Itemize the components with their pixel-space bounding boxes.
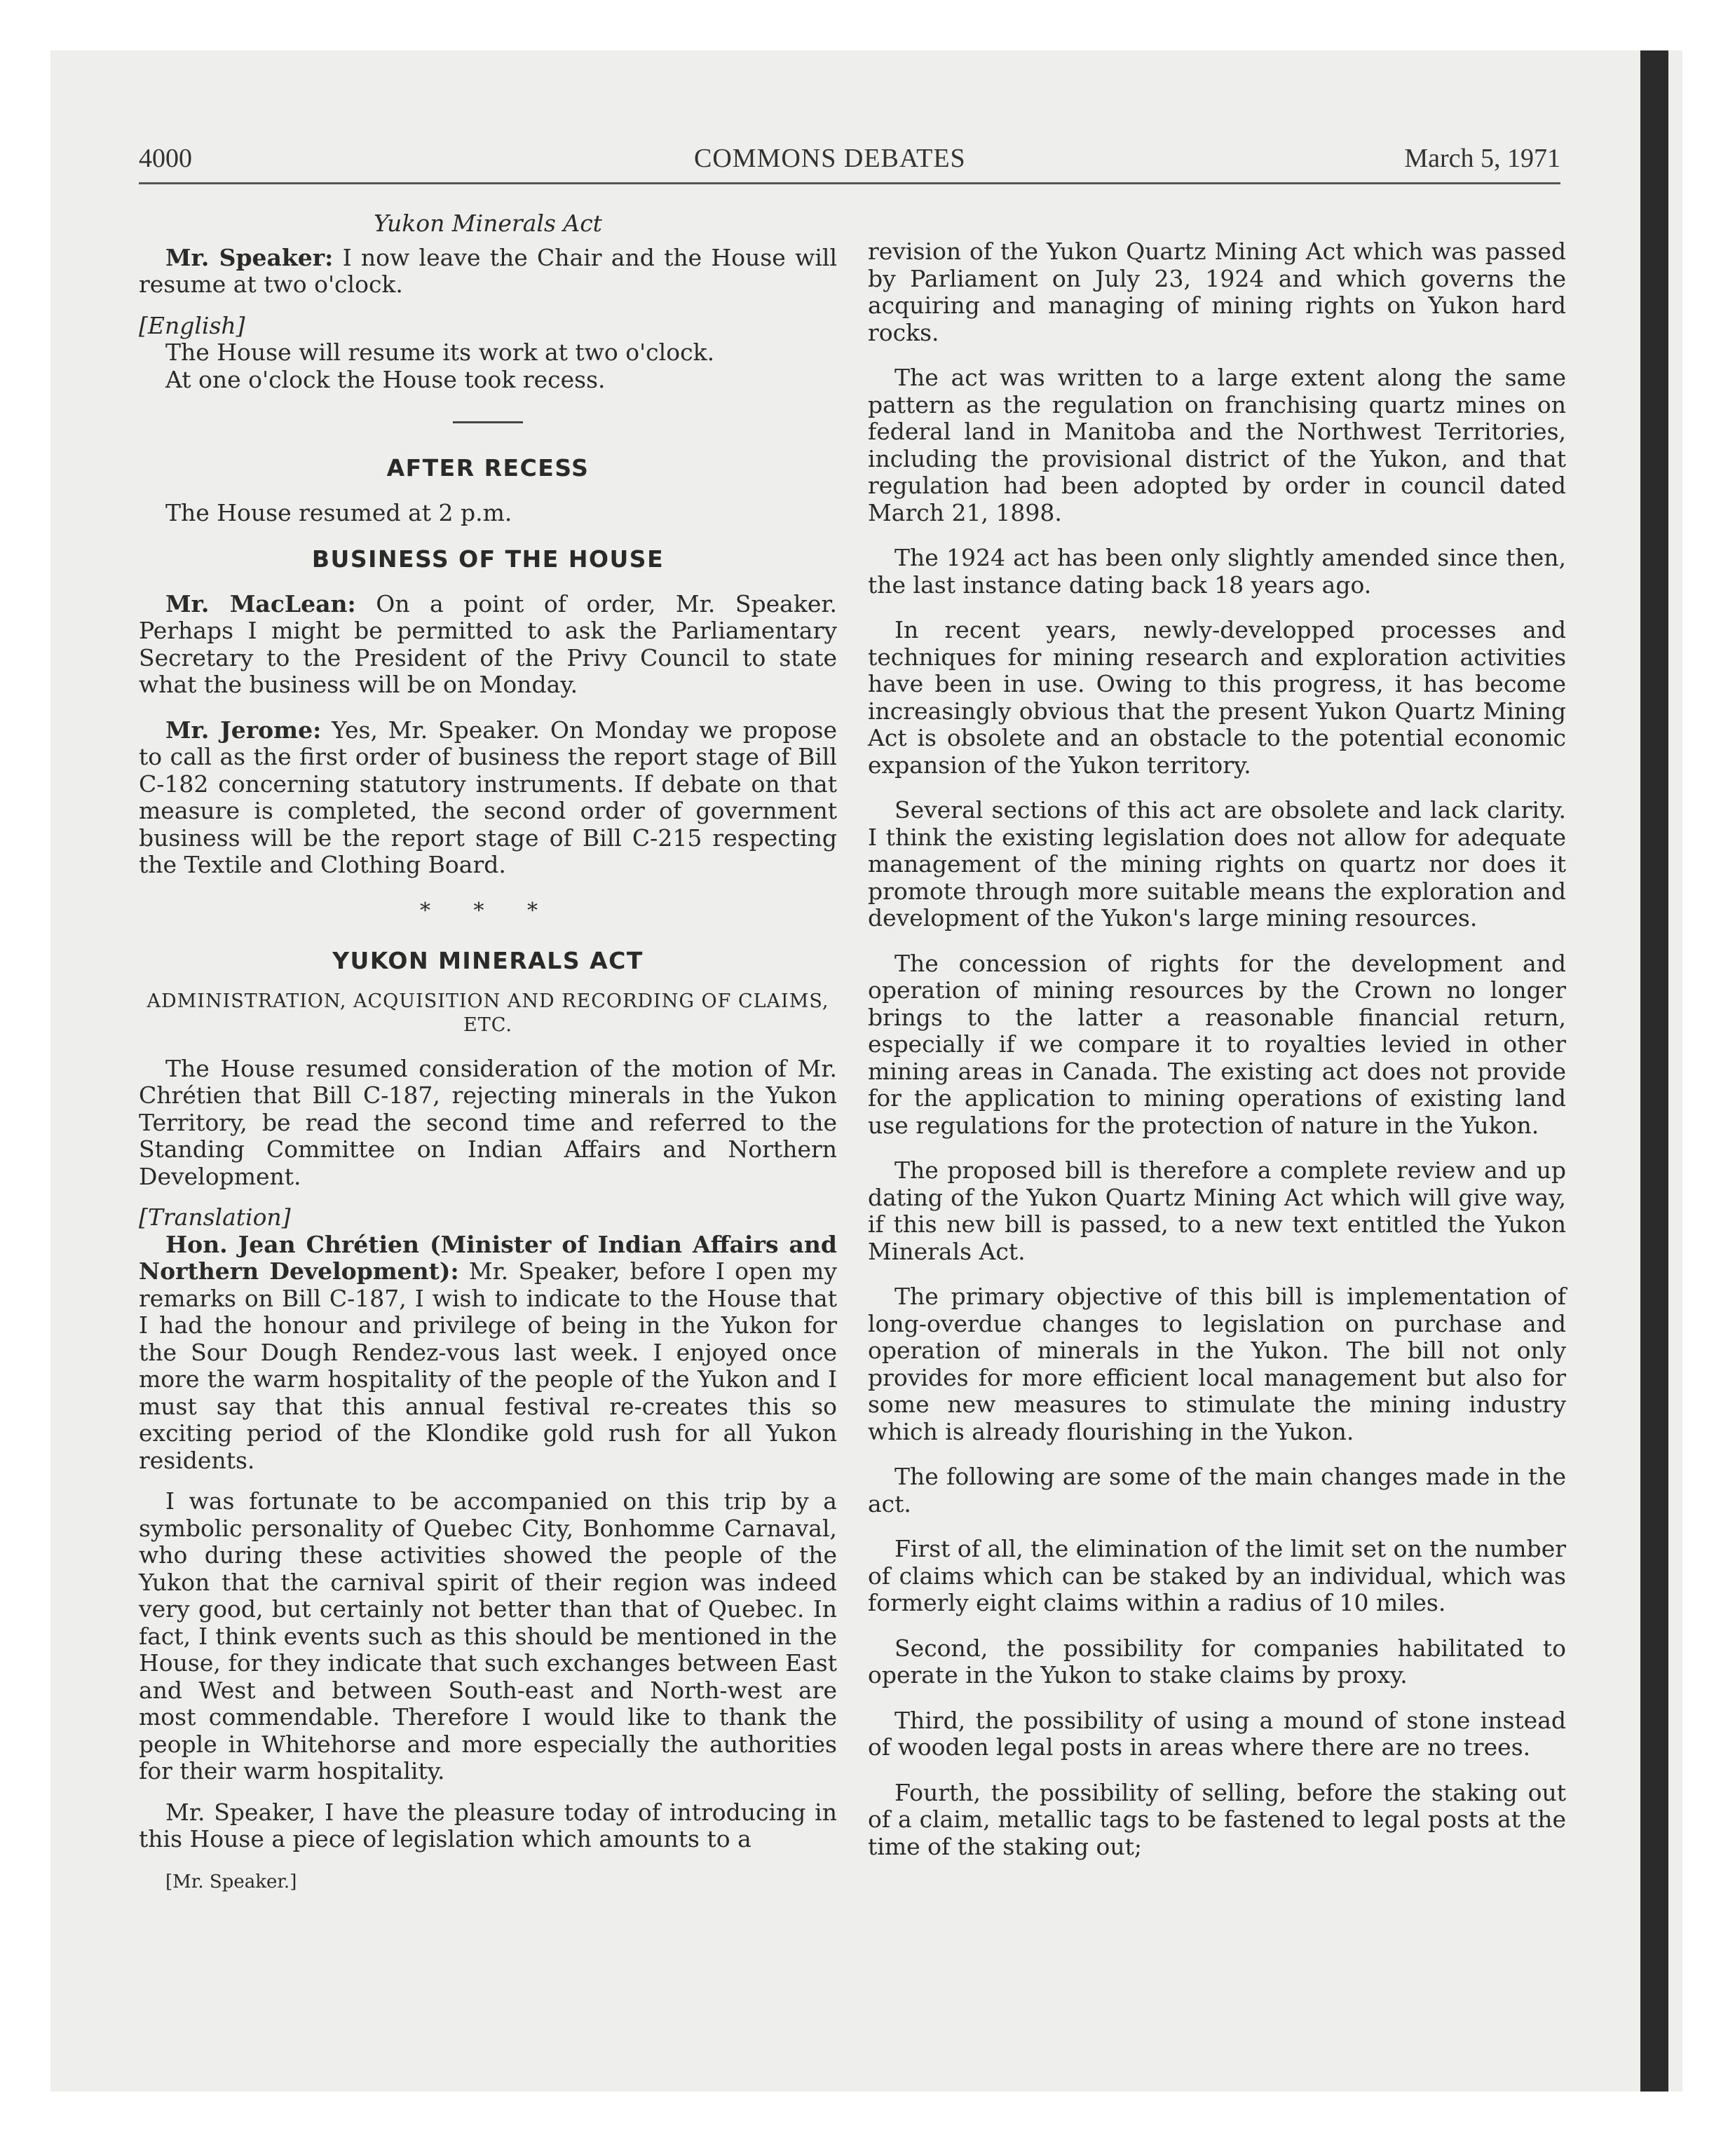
speech-text: Mr. Speaker, before I open my remarks on Bill C-187, I wish to indicate to the House that I had the honour and privilege of being in the Yukon for the Sour Dough Rendez-vous last week. I enjoyed once more the warm hospitality of the people of the Yukon and I must say that this annual festival re-creates this so exciting period of the Klondike gold rush for all Yukon residents. [139,1257,837,1474]
page-number: 4000 [139,144,192,173]
paragraph: revision of the Yukon Quartz Mining Act which was passed by Parliament on July 23, 1924 and which governs the acquiring and managing of mining rights on Yukon hard rocks. [868,238,1566,346]
page-footnote: [Mr. Speaker.] [165,1871,297,1892]
left-column [139,210,837,1892]
paragraph: In recent years, newly-developped processes and techniques for mining research and exploration activities have been in use. Owing to this progress, it has become increasingly obvious that the present Yukon Quartz Mining Act is obsolete and an obstacle to the potential economic expansion of the Yukon territory. [868,616,1566,779]
section-divider [453,421,523,423]
speech-text: Yes, Mr. Speaker. On Monday we propose to call as the first order of business the report stage of Bill C-182 concerning statutory instruments. If debate on that measure is completed, the second order of government business will be the report stage of Bill C-215 respecting the Textile and Clothing Board. [139,716,837,878]
paragraph: The proposed bill is therefore a complete review and up dating of the Yukon Quartz Mining Act which will give way, if this new bill is passed, to a new text entitled the Yukon Minerals Act. [868,1157,1566,1265]
section-heading: BUSINESS OF THE HOUSE [311,545,665,573]
speech-text: On a point of order, Mr. Speaker. Perhaps I might be permitted to ask the Parliamentary Secretary to the President of the Privy Council to state what the business will be on Monday. [139,589,837,698]
paragraph: First of all, the elimination of the limit set on the number of claims which can be staked by an individual, which was formerly eight claims within a radius of 10 miles. [868,1535,1567,1616]
binding-edge [1640,50,1668,2092]
paragraph: The following are some of the main changes made in the act. [868,1463,1566,1517]
running-title: Yukon Minerals Act [374,210,602,237]
paragraph: The primary objective of this bill is implementation of long-overdue changes to legislation on purchase and operation of minerals in the Yukon. The bill not only provides for more efficient local management but also for some new measures to stimulate the mining industry which is already flourishing in the Yukon. [868,1283,1566,1445]
right-column [868,238,1566,1860]
paragraph: Fourth, the possibility of selling, before the staking out of a claim, metallic tags to be fastened to legal posts at the time of the staking out; [868,1778,1566,1860]
paragraph: Second, the possibility for companies habilitated to operate in the Yukon to stake claims by proxy. [868,1634,1566,1688]
paragraph [139,717,837,879]
paragraph: The concession of rights for the development and operation of mining resources by the Crown no longer brings to the latter a reasonable financial return, especially if we compare it to royalties levied in other mining areas in Canada. The existing act does not provide for the application to mining operations of existing land use regulations for the protection of nature in the Yukon. [868,949,1566,1139]
section-subheading: ADMINISTRATION, ACQUISITION AND RECORDING OF CLAIMS, ETC. [147,990,829,1036]
speaker-name: Mr. Jerome: [165,716,322,744]
publication-title: COMMONS DEBATES [694,144,966,173]
speech-text: I now leave the Chair and the House will resume at two o'clock. [139,243,837,298]
paragraph: The House resumed consideration of the motion of Mr. Chrétien that Bill C-187, rejecting minerals in the Yukon Territory, be read the second time and referred to the Standing Committee on Indian Affairs and Northern Development. [139,1054,837,1190]
page-date: March 5, 1971 [1404,144,1560,173]
page-header [139,143,1560,184]
paragraph: At one o'clock the House took recess. [165,365,606,393]
paragraph: Third, the possibility of using a mound of stone instead of wooden legal posts in areas where there are no trees. [868,1706,1566,1761]
paragraph: Several sections of this act are obsolete and lack clarity. I think the existing legislation does not allow for adequate management of the mining rights on quartz nor does it promote through more suitable means the exploration and development of the Yukon's large mining resources. [868,796,1566,932]
paragraph: Mr. Speaker, I have the pleasure today of introducing in this House a piece of legislation which amounts to a [139,1798,837,1853]
paragraph: The House will resume its work at two o'clock. [165,339,715,366]
paragraph [139,591,837,699]
paragraph [139,245,837,299]
paragraph: The 1924 act has been only slightly amended since then, the last instance dating back 18 years ago. [868,544,1566,599]
speaker-name: Hon. Jean Chrétien (Minister of Indian Affairs and Northern Development): [139,1230,837,1285]
paragraph: The House resumed at 2 p.m. [165,499,512,526]
speaker-name: Mr. MacLean: [165,589,356,618]
paragraph: I was fortunate to be accompanied on this trip by a symbolic personality of Quebec City, Bonhomme Carnaval, who during these activities showed the people of the Yukon that the carnival spirit of their region was indeed very good, but certainly not better than that of Quebec. In fact, I think events such as this should be mentioned in the House, for they indicate that such exchanges between East and West and between South-east and North-west are most commendable. Therefore I would like to thank the people in Whitehorse and more especially the authorities for their warm hospitality. [139,1487,837,1785]
speaker-name: Mr. Speaker: [165,243,334,271]
section-heading: AFTER RECESS [386,454,590,482]
paragraph: The act was written to a large extent along the same pattern as the regulation on franchising quartz mines on federal land in Manitoba and the Northwest Territories, including the provisional district of the Yukon, and that regulation had been adopted by order in council dated March 21, 1898. [868,364,1566,526]
language-marker: [English] [139,311,245,339]
paragraph [139,1231,837,1475]
section-break-stars: * * * [419,898,557,923]
language-marker: [Translation] [139,1203,291,1231]
section-heading: YUKON MINERALS ACT [332,946,644,974]
